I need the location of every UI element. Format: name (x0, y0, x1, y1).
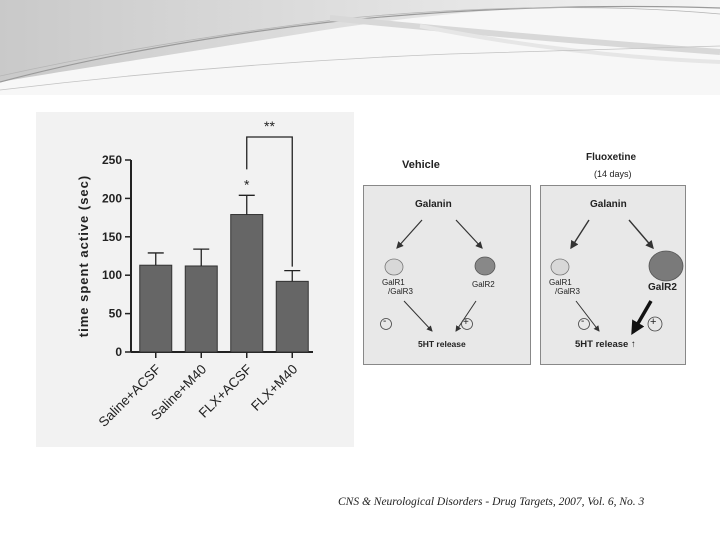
fluoxetine-galr2-label: GalR2 (648, 282, 677, 293)
galr1-receptor (551, 259, 569, 275)
arrow-galr2-to-release-thick (633, 301, 651, 332)
vehicle-title: Vehicle (402, 159, 440, 171)
significance-star-double: ** (264, 118, 275, 134)
galr1-receptor (385, 259, 403, 275)
x-ticks (96, 352, 301, 430)
x-tick-label: Saline+M40 (148, 361, 210, 423)
vehicle-galr3-label: /GalR3 (388, 287, 413, 296)
bars (140, 195, 309, 352)
vehicle-galanin-label: Galanin (415, 199, 452, 210)
significance-star-single: * (244, 176, 250, 193)
fluoxetine-title: Fluoxetine (586, 152, 637, 163)
y-ticks (102, 153, 131, 359)
x-tick-label: Saline+ACSF (95, 361, 164, 430)
arrow-galr1-to-release (404, 301, 432, 331)
vehicle-minus-sign: - (383, 316, 387, 327)
fluoxetine-panel (540, 152, 686, 365)
y-axis-label: time spent active (sec) (76, 174, 91, 338)
y-tick-label: 0 (115, 345, 122, 359)
fluoxetine-minus-sign: - (581, 316, 585, 327)
x-tick-label: FLX+ACSF (195, 361, 255, 421)
galr2-receptor (475, 257, 495, 275)
fluoxetine-plus-sign: + (650, 316, 657, 328)
y-tick-label: 250 (101, 153, 122, 167)
slide-header-swoosh (0, 0, 720, 95)
arrow-galanin-to-galr2 (456, 220, 482, 248)
bar (185, 266, 217, 352)
bar (140, 265, 172, 352)
arrow-galanin-to-galr1 (571, 220, 589, 248)
y-tick-label: 50 (108, 306, 122, 321)
vehicle-galr1-label: GalR1 (382, 278, 405, 287)
vehicle-galr2-label: GalR2 (472, 280, 495, 289)
y-tick-label: 150 (101, 229, 122, 244)
galr2-receptor-enlarged (649, 251, 683, 281)
arrow-galanin-to-galr1 (397, 220, 422, 248)
fluoxetine-galanin-label: Galanin (590, 199, 627, 210)
y-tick-label: 200 (101, 191, 122, 206)
vehicle-release-label: 5HT release (418, 339, 466, 349)
fluoxetine-galr1-label: GalR1 (549, 278, 572, 287)
bar (276, 281, 308, 352)
bar-chart (36, 112, 354, 447)
fluoxetine-subtitle: (14 days) (594, 169, 632, 179)
citation: CNS & Neurological Disorders - Drug Targets, 2007, Vol. 6, No. 3 (338, 496, 645, 508)
fluoxetine-galr3-label: /GalR3 (555, 287, 580, 296)
x-tick-label: FLX+M40 (248, 361, 301, 414)
vehicle-panel (363, 159, 531, 365)
vehicle-plus-sign: + (463, 317, 469, 328)
bar (231, 215, 263, 352)
arrow-galanin-to-galr2 (629, 220, 653, 248)
fluoxetine-release-label: 5HT release ↑ (575, 339, 636, 350)
y-tick-label: 100 (101, 268, 122, 283)
